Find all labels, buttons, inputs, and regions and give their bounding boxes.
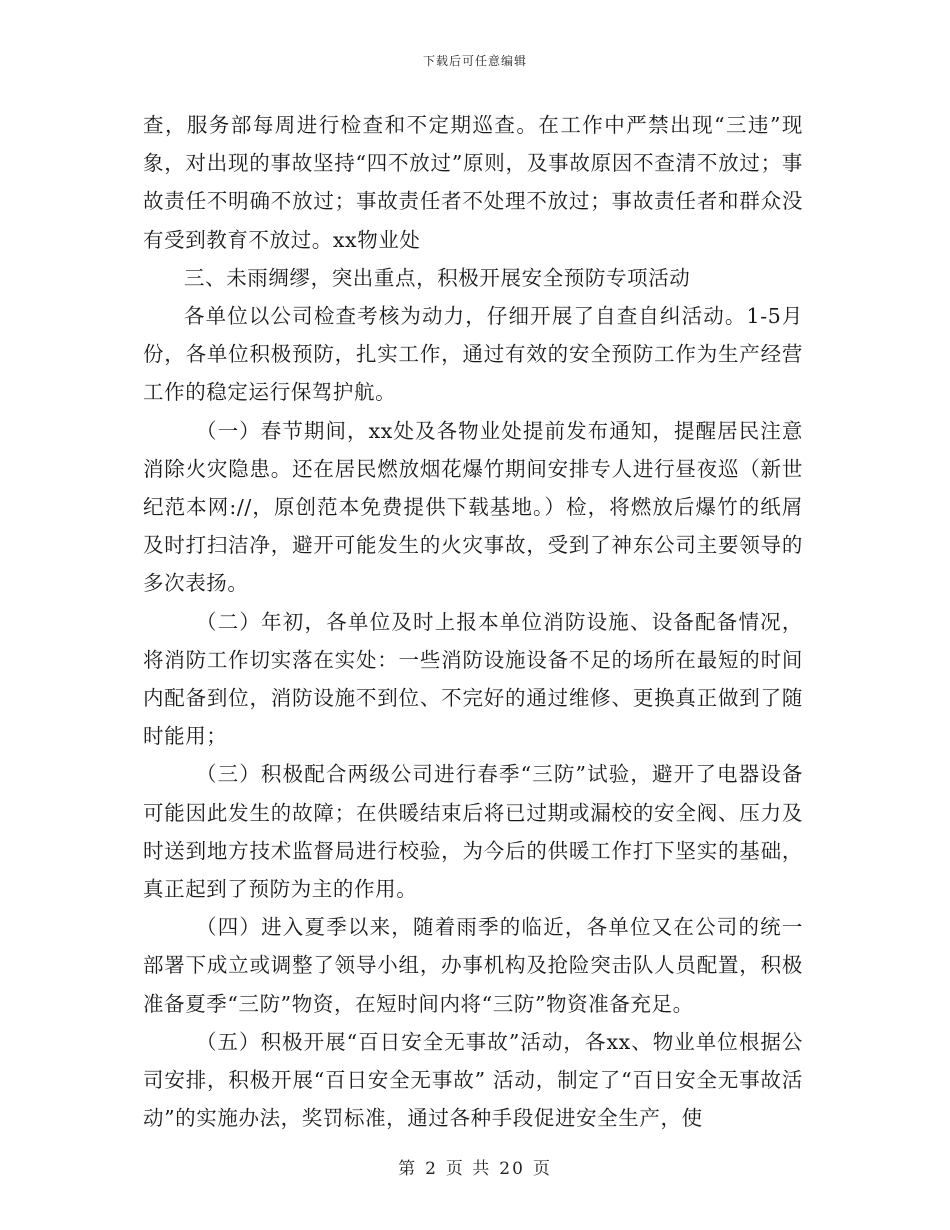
footer-suffix: 页 [532, 1159, 552, 1179]
footer-total-pages: 20 [499, 1159, 525, 1179]
footer-middle: 页 共 [445, 1159, 492, 1179]
paragraph-item-4: （四）进入夏季以来，随着雨季的临近，各单位又在公司的统一部署下成立或调整了领导小组，办事机构及抢险突击队人员配置，积极准备夏季“三防”物资，在短时间内将“三防”物资准备充足。 [143, 915, 803, 1016]
paragraph-item-2: （二）年初，各单位及时上报本单位消防设施、设备配备情况，将消防工作切实落在实处：一些消防设施设备不足的场所在最短的时间内配备到位，消防设施不到位、不完好的通过维修、更换真正做到了随时能用； [143, 609, 803, 749]
page-footer [0, 1154, 950, 1179]
document-body [143, 106, 803, 1137]
section-heading: 三、未雨绸缪，突出重点，积极开展安全预防专项活动 [184, 265, 691, 290]
paragraph-item-1: （一）春节期间，xx处及各物业处提前发布通知，提醒居民注意消除火灾隐患。还在居民燃放烟花爆竹期间安排专人进行昼夜巡（新世纪范本网://，原创范本免费提供下载基地。）检，将燃放后爆竹的纸屑及时打扫洁净，避开可能发生的火灾事故，受到了神东公司主要领导的多次表扬。 [143, 418, 803, 596]
footer-prefix: 第 [398, 1159, 418, 1179]
paragraph-intro: 各单位以公司检查考核为动力，仔细开展了自查自纠活动。1-5月份，各单位积极预防，扎实工作，通过有效的安全预防工作为生产经营工作的稳定运行保驾护航。 [143, 304, 803, 405]
footer-page-number: 2 [425, 1159, 438, 1179]
paragraph-continuation: 查，服务部每周进行检查和不定期巡查。在工作中严禁出现“三违”现象，对出现的事故坚持“四不放过”原则，及事故原因不查清不放过；事故责任不明确不放过；事故责任者不处理不放过；事故责任者和群众没有受到教育不放过。xx物业处 [143, 113, 803, 252]
page-header: 下载后可任意编辑 [422, 54, 527, 68]
paragraph-item-3: （三）积极配合两级公司进行春季“三防”试验，避开了电器设备可能因此发生的故障；在供暖结束后将已过期或漏校的安全阀、压力及时送到地方技术监督局进行校验，为今后的供暖工作打下坚实的基础，真正起到了预防为主的作用。 [143, 762, 803, 902]
paragraph-item-5: （五）积极开展“百日安全无事故”活动，各xx、物业单位根据公司安排，积极开展“百日安全无事故” 活动，制定了“百日安全无事故活动”的实施办法，奖罚标准，通过各种手段促进安全生产，使 [143, 1029, 803, 1131]
